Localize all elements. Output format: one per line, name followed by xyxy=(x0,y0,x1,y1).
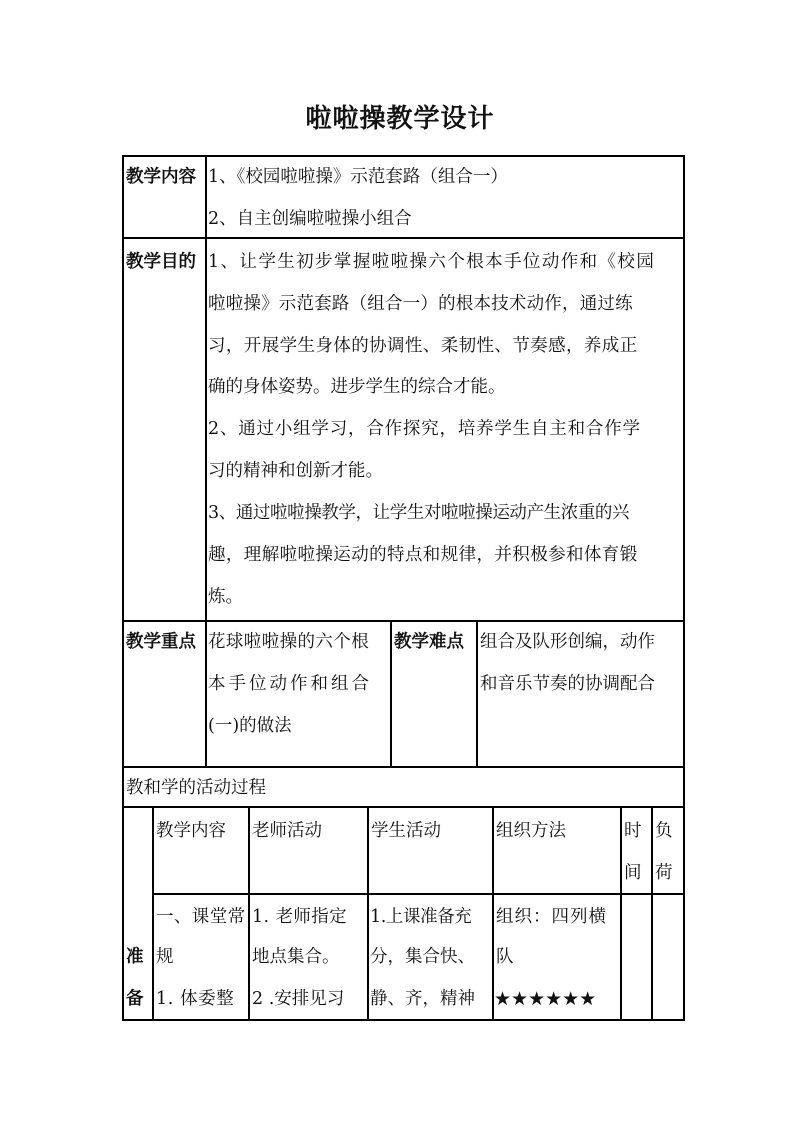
col-divider xyxy=(367,806,369,1021)
objectives-line: 习的精神和创新才能。 xyxy=(208,461,383,481)
row-org-line: 队 xyxy=(496,947,514,967)
content-line: 2、自主创编啦啦操小组合 xyxy=(208,209,412,229)
row-teacher-line: 地点集合。 xyxy=(252,947,340,967)
difficulties-line: 组合及队形创编，动作 xyxy=(480,632,655,652)
difficulties-label: 教学难点 xyxy=(394,632,464,652)
row-content-line: 一、课堂常 xyxy=(156,907,246,927)
row-content-line: 规 xyxy=(156,947,174,967)
row-divider xyxy=(123,620,684,622)
header-teacher: 老师活动 xyxy=(252,821,322,841)
table-border-bottom xyxy=(123,1019,684,1021)
row-student-line: 静、齐，精神 xyxy=(370,989,475,1009)
row-content-line: 1. 体委整 xyxy=(156,989,235,1009)
key-points-label: 教学重点 xyxy=(126,632,196,652)
key-points-line: 本手位动作和组合 xyxy=(208,674,372,694)
objectives-line: 习，开展学生身体的协调性、柔韧性、节奏感，养成正 xyxy=(208,336,638,356)
col-divider xyxy=(248,806,250,1021)
row-divider xyxy=(123,766,684,768)
stage-label: 准 xyxy=(126,947,144,967)
table-border-right xyxy=(683,155,685,1021)
content-line: 1、《校园啦啦操》示范套路（组合一） xyxy=(208,167,508,187)
row-divider xyxy=(123,806,684,808)
objectives-line: 3、通过啦啦操教学，让学生对啦啦操运动产生浓重的兴 xyxy=(208,503,630,523)
header-student: 学生活动 xyxy=(371,821,441,841)
process-title: 教和学的活动过程 xyxy=(126,778,266,798)
objectives-line: 啦啦操》示范套路（组合一）的根本技术动作，通过练 xyxy=(208,294,633,314)
key-points-line: (一)的做法 xyxy=(208,716,292,736)
objectives-label: 教学目的 xyxy=(126,252,196,272)
table-border-left xyxy=(122,155,124,1021)
page-title: 啦啦操教学设计 xyxy=(305,104,495,134)
table-border-top xyxy=(123,155,684,157)
col-divider xyxy=(205,155,207,768)
row-student-line: 分，集合快、 xyxy=(370,947,475,967)
stage-label: 备 xyxy=(126,989,144,1009)
objectives-line: 1、让学生初步掌握啦啦操六个根本手位动作和《校园 xyxy=(208,252,656,272)
difficulties-line: 和音乐节奏的协调配合 xyxy=(480,674,655,694)
content-label: 教学内容 xyxy=(126,167,196,187)
col-divider xyxy=(620,806,622,1021)
header-load: 负 xyxy=(655,821,673,841)
col-divider xyxy=(651,806,653,1021)
header-content: 教学内容 xyxy=(156,821,226,841)
objectives-line: 炼。 xyxy=(208,587,243,607)
key-points-line: 花球啦啦操的六个根 xyxy=(208,632,370,652)
header-load: 荷 xyxy=(655,863,673,883)
row-teacher-line: 1. 老师指定 xyxy=(252,907,348,927)
row-student-line: 1.上课准备充 xyxy=(370,907,472,927)
header-time: 间 xyxy=(624,863,642,883)
header-time: 时 xyxy=(624,821,642,841)
row-divider xyxy=(123,237,684,239)
col-divider xyxy=(390,620,392,768)
col-divider xyxy=(152,806,154,1021)
header-org: 组织方法 xyxy=(496,821,566,841)
formation-stars: ★★★★★★ xyxy=(494,988,597,1010)
objectives-line: 2、通过小组学习，合作探究，培养学生自主和合作学 xyxy=(208,419,641,439)
row-divider xyxy=(153,893,684,895)
row-org-line: 组织：四列横 xyxy=(496,907,607,927)
row-teacher-line: 2 .安排见习 xyxy=(252,989,345,1009)
col-divider xyxy=(476,620,478,768)
objectives-line: 确的身体姿势。进步学生的综合才能。 xyxy=(208,377,506,397)
objectives-line: 趣，理解啦啦操运动的特点和规律，并积极参和体育锻 xyxy=(208,545,638,565)
